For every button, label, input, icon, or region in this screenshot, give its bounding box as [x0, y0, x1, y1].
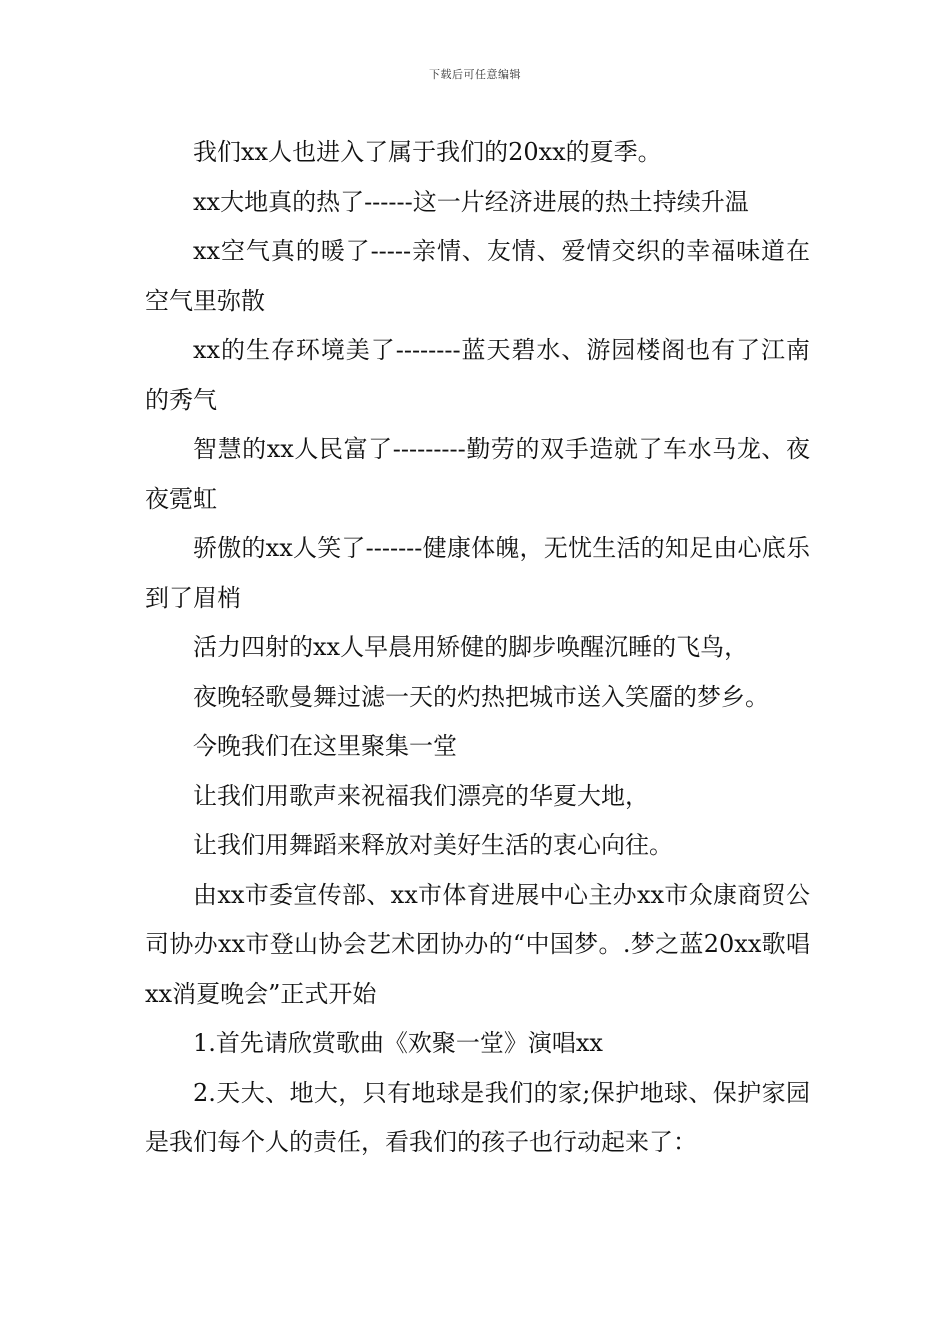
paragraph: 1.首先请欣赏歌曲《欢聚一堂》演唱xx — [193, 1029, 603, 1057]
paragraph: 我们xx人也进入了属于我们的20xx的夏季。 — [193, 138, 662, 166]
paragraph: 骄傲的xx人笑了-------健康体魄，无忧生活的知足由心底乐到了眉梢 — [145, 534, 810, 612]
paragraph: xx空气真的暖了-----亲情、友情、爱情交织的幸福味道在空气里弥散 — [145, 237, 810, 315]
paragraph: 2.天大、地大，只有地球是我们的家;保护地球、保护家园是我们每个人的责任，看我们的孩子也行动起来了： — [145, 1078, 810, 1156]
paragraph: 让我们用歌声来祝福我们漂亮的华夏大地， — [193, 781, 649, 810]
paragraph: xx大地真的热了------这一片经济进展的热土持续升温 — [193, 187, 749, 216]
paragraph: 让我们用舞蹈来释放对美好生活的衷心向往。 — [193, 831, 673, 859]
paragraph: 智慧的xx人民富了---------勤劳的双手造就了车水马龙、夜夜霓虹 — [145, 435, 810, 513]
document-body — [145, 128, 810, 1168]
paragraph: 今晚我们在这里聚集一堂 — [193, 732, 457, 760]
paragraph: xx的生存环境美了--------蓝天碧水、游园楼阁也有了江南的秀气 — [145, 336, 810, 414]
page-header-note: 下载后可任意编辑 — [429, 68, 521, 81]
paragraph: 夜晚轻歌曼舞过滤一天的灼热把城市送入笑靥的梦乡。 — [193, 682, 769, 711]
paragraph: 由xx市委宣传部、xx市体育进展中心主办xx市众康商贸公司协办xx市登山协会艺术团协办的“中国梦。.梦之蓝20xx歌唱xx消夏晚会”正式开始 — [145, 880, 810, 1008]
paragraph: 活力四射的xx人早晨用矫健的脚步唤醒沉睡的飞鸟， — [193, 633, 749, 661]
